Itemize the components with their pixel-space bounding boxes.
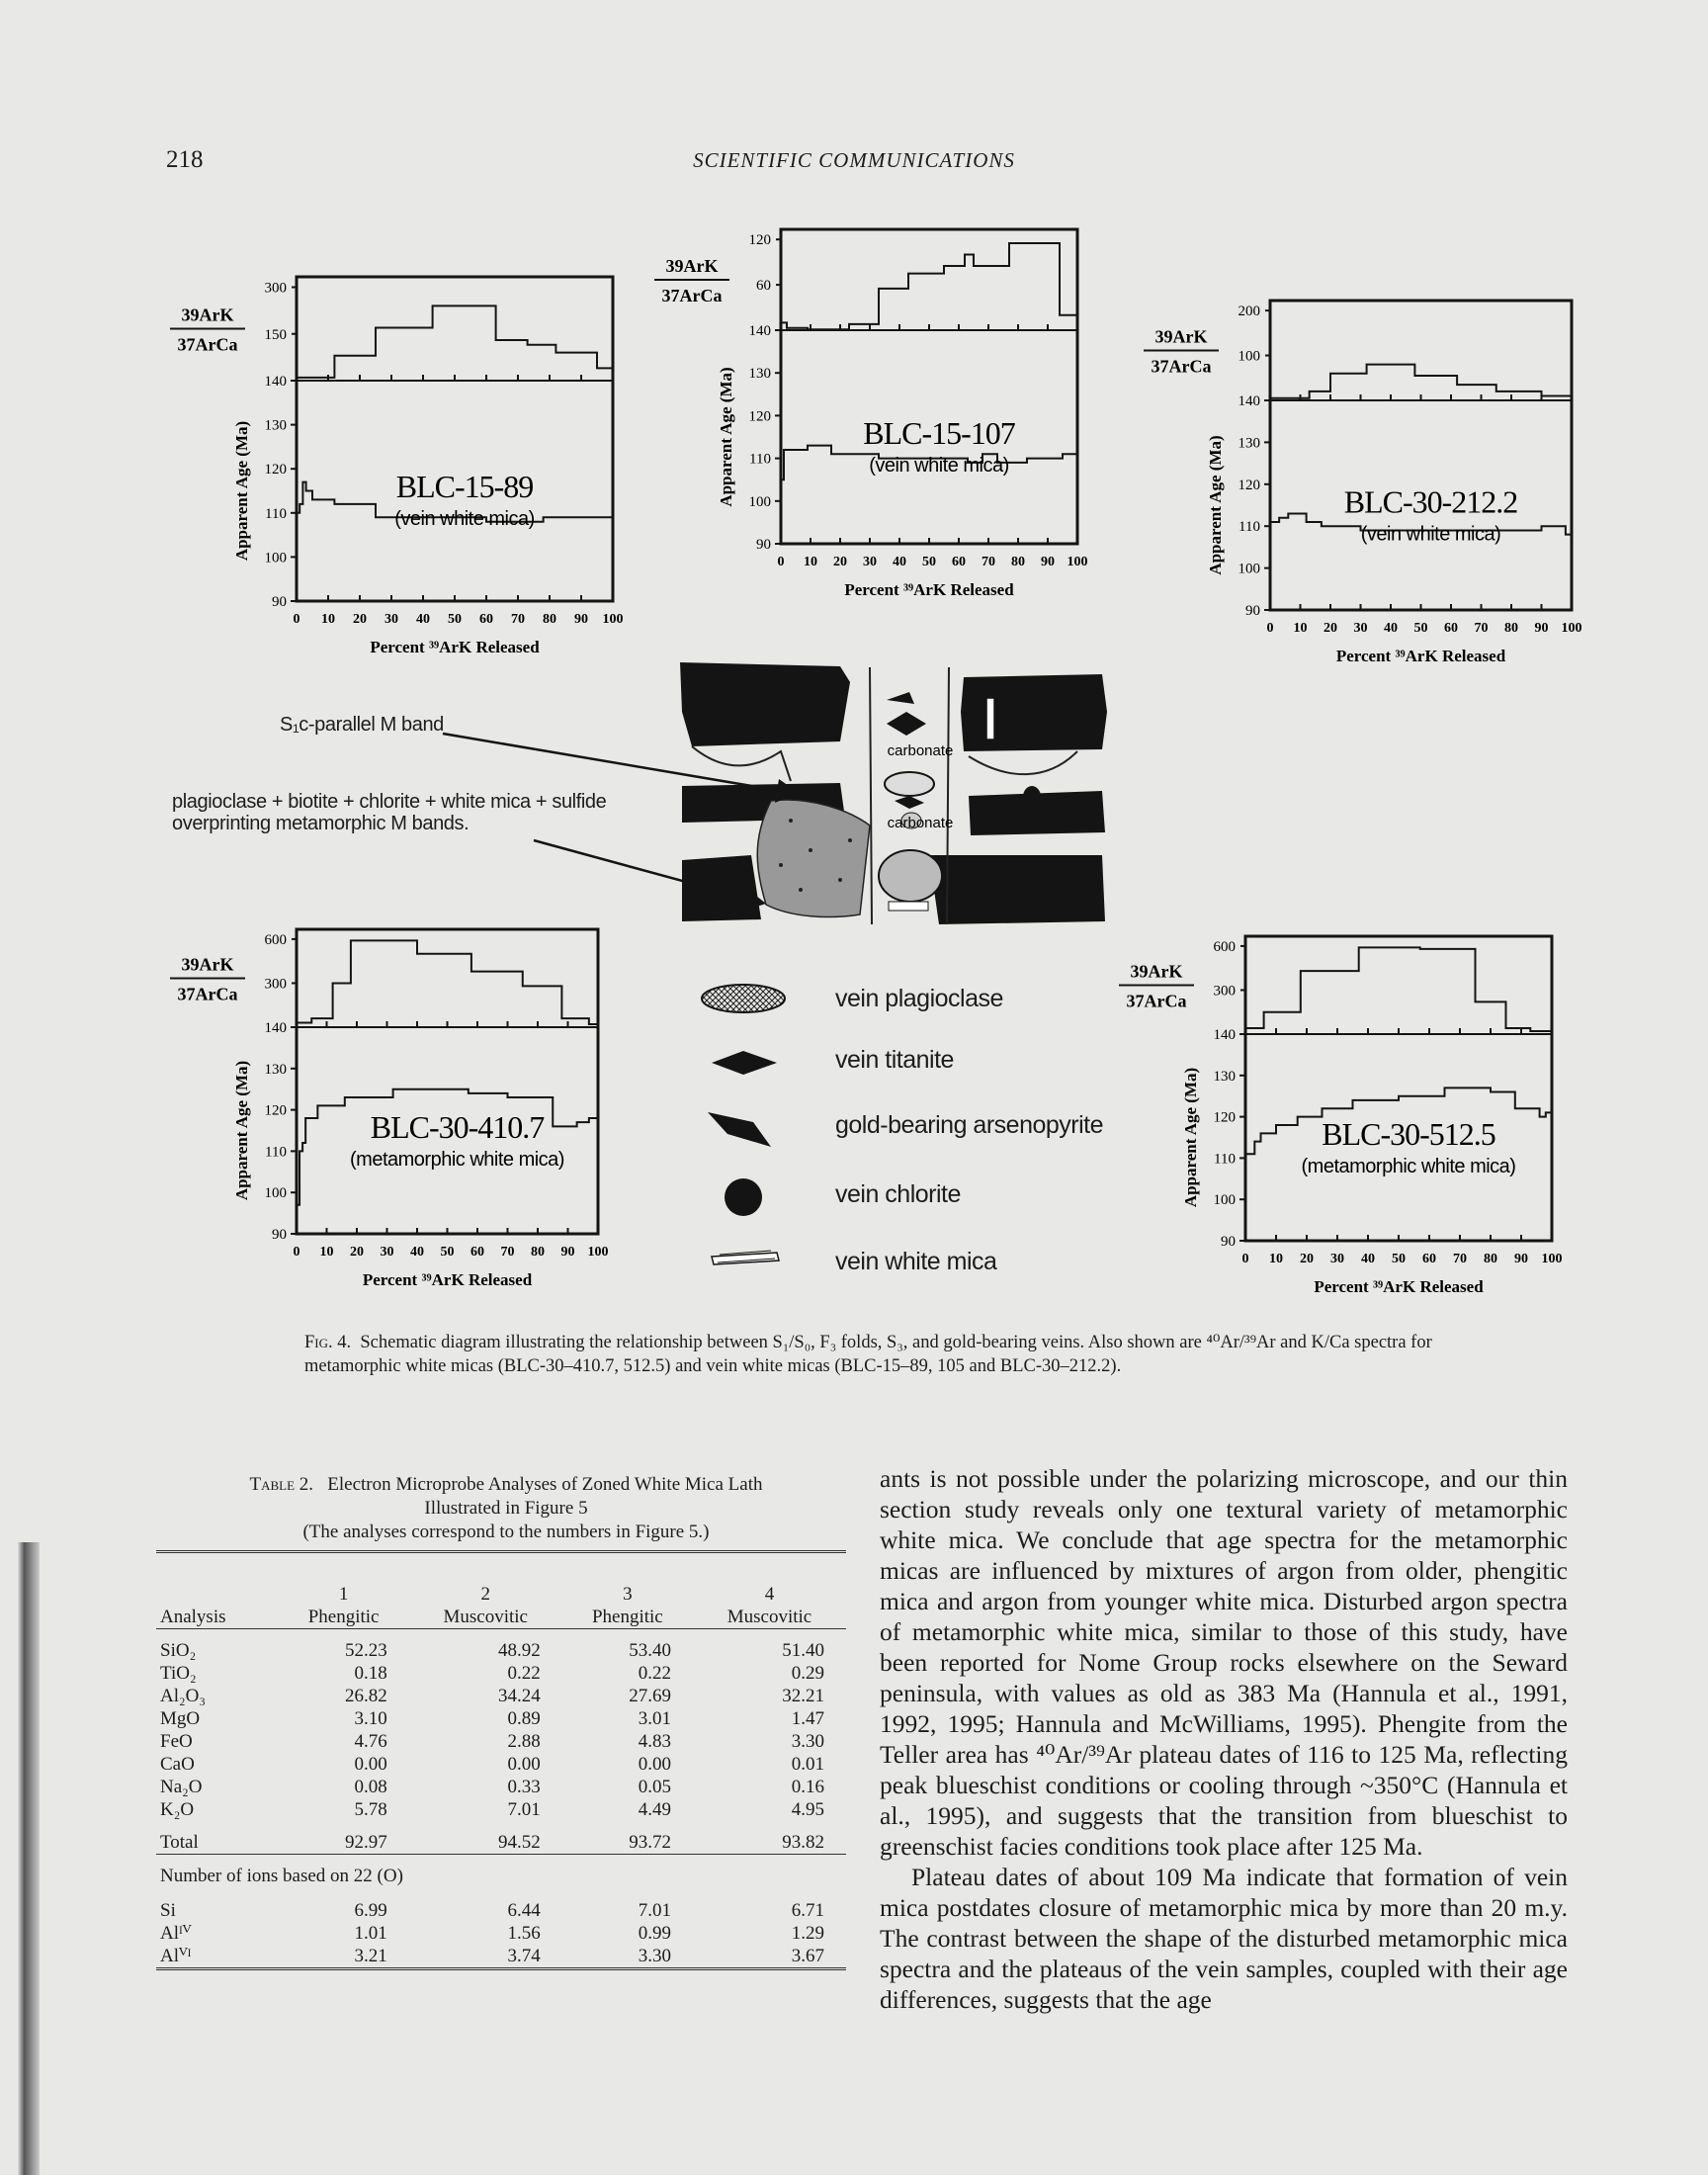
age-tick-label: 120 (748, 408, 771, 425)
table-cell: 52.23 (344, 1640, 387, 1661)
kca-spectrum-line (297, 305, 613, 377)
table-cell: 0.05 (638, 1777, 671, 1797)
x-tick-label: 100 (602, 612, 624, 627)
legend-label-vein-titanite: vein titanite (835, 1046, 954, 1074)
table-cell: 3.74 (507, 1946, 541, 1966)
spectrum-graph-blc-30-410-7 (158, 917, 618, 1303)
table-cell: 32.21 (782, 1686, 824, 1706)
age-tick-label: 130 (264, 1061, 287, 1078)
graph-svg (642, 218, 1097, 613)
x-tick-label: 20 (833, 555, 847, 569)
x-tick-label: 0 (293, 1245, 300, 1260)
plot-frame (297, 277, 613, 601)
kca-tick-label: 600 (1213, 938, 1236, 955)
x-tick-label: 40 (1384, 621, 1398, 636)
x-tick-label: 20 (1324, 621, 1337, 636)
table-cell: 34.24 (497, 1686, 541, 1706)
x-tick-label: 60 (479, 612, 493, 627)
plot-frame (781, 229, 1077, 544)
x-tick-label: 50 (440, 1245, 455, 1260)
age-tick-label: 90 (1245, 603, 1260, 619)
table-cell: 27.69 (629, 1686, 671, 1706)
table-cell: 1.47 (791, 1708, 824, 1729)
plot-frame (1245, 936, 1552, 1241)
spectrum-graph-blc-30-512-5 (1107, 924, 1572, 1310)
age-tick-label: 140 (264, 374, 287, 390)
table-cell: 3.30 (638, 1946, 671, 1966)
x-tick-label: 60 (470, 1245, 484, 1260)
table-cell: 0.00 (354, 1754, 387, 1775)
spectrum-graph-blc-15-107 (642, 218, 1097, 613)
graph-svg (1132, 289, 1591, 679)
x-tick-label: 90 (1534, 621, 1549, 636)
table-cell: 1.56 (507, 1923, 541, 1944)
table-cell: 93.82 (782, 1832, 824, 1853)
spectrum-graph-blc-30-212-2 (1132, 289, 1591, 679)
col-type: Phengitic (591, 1607, 663, 1627)
kca-tick-label: 60 (756, 278, 771, 295)
table-cell: 3.21 (354, 1946, 387, 1966)
x-tick-label: 70 (500, 1245, 515, 1260)
kca-tick-label: 150 (264, 326, 287, 343)
x-tick-label: 40 (416, 612, 430, 627)
kca-spectrum-line (1245, 947, 1552, 1031)
x-tick-label: 100 (1541, 1252, 1563, 1266)
kca-tick-label: 600 (264, 931, 287, 948)
x-tick-label: 40 (410, 1245, 424, 1260)
x-tick-label: 80 (1484, 1252, 1497, 1266)
page-number: 218 (166, 146, 204, 173)
x-axis-label: Percent ³⁹ArK Released (370, 638, 540, 656)
x-tick-label: 0 (1241, 1252, 1249, 1266)
graph-svg (158, 917, 618, 1303)
x-tick-label: 10 (321, 612, 335, 627)
x-tick-label: 70 (511, 612, 525, 627)
table-cell: 4.83 (638, 1731, 671, 1752)
callout-overprint-line1: plagioclase + biotite + chlorite + white mica + sulfide (172, 791, 607, 813)
figure-caption-label: Fig. 4. (304, 1333, 352, 1352)
figure-caption (304, 1331, 1441, 1378)
table-cell: 6.99 (354, 1900, 387, 1921)
age-tick-label: 110 (265, 1144, 287, 1161)
kca-label-numerator: 39ArK (1130, 961, 1183, 982)
kca-label-denominator: 37ArCa (177, 334, 238, 355)
kca-tick-label: 300 (1213, 983, 1236, 1000)
age-tick-label: 100 (264, 1185, 287, 1202)
x-tick-label: 30 (1330, 1252, 1344, 1266)
body-paragraph: ants is not possible under the polarizing microscope, and our thin section study reveals only one textural variety of metamorphic white mica. We conclude that age spectra for the metamorphic micas are influenced by mixtures of argon from older, phengitic mica and argon from younger white mica. Disturbed argon spectra of metamorphic white mica, similar to those of this study, have been reported for Nome Group rocks elsewhere on the Seward peninsula, with values as old as 383 Ma (Hannula et al., 1991, 1992, 1995; Hannula and McWilliams, 1995). Phengite from the Teller area has ⁴⁰Ar/³⁹Ar plateau dates of 116 to 125 Ma, reflecting peak blueschist conditions or cooling through ~350°C (Hannula et al., 1995), and suggests that the transition from blueschist to greenschist facies conditions took place after 125 Ma. (880, 1464, 1568, 1861)
x-tick-label: 0 (777, 555, 785, 569)
kca-tick-label: 300 (264, 976, 287, 993)
x-tick-label: 80 (1011, 555, 1025, 569)
age-tick-label: 110 (749, 451, 771, 468)
kca-label-denominator: 37ArCa (177, 984, 238, 1004)
age-axis-label: Apparent Age (Ma) (232, 420, 251, 562)
age-tick-label: 100 (1238, 561, 1260, 577)
col-number: 1 (338, 1584, 349, 1605)
col-header-analysis: Analysis (160, 1607, 226, 1627)
spectrum-graph-blc-15-89 (158, 265, 633, 670)
age-tick-label: 120 (264, 1102, 287, 1119)
table-cell: 0.18 (354, 1663, 387, 1684)
table-cell: 0.22 (507, 1663, 541, 1684)
table-cell: 5.78 (354, 1799, 387, 1820)
table-cell: 0.01 (791, 1754, 824, 1775)
age-tick-label: 90 (272, 1227, 287, 1243)
mineral-label: (metamorphic white mica) (1301, 1155, 1516, 1177)
oxide-name: TiO₂ (160, 1663, 197, 1684)
age-tick-label: 120 (264, 462, 287, 478)
age-tick-label: 140 (264, 1020, 287, 1036)
x-tick-label: 20 (353, 612, 367, 627)
age-tick-label: 140 (1213, 1027, 1236, 1043)
kca-label-denominator: 37ArCa (1126, 991, 1187, 1011)
col-number: 3 (623, 1584, 633, 1605)
table-cell: 6.71 (791, 1900, 824, 1921)
table-cell: 2.88 (507, 1731, 541, 1752)
x-axis-label: Percent ³⁹ArK Released (362, 1270, 533, 1289)
table-cell: 94.52 (497, 1832, 541, 1853)
table-cell: 0.22 (638, 1663, 671, 1684)
age-tick-label: 130 (1238, 435, 1260, 452)
age-tick-label: 130 (748, 366, 771, 383)
table-cell: 93.72 (629, 1832, 671, 1853)
x-tick-label: 80 (543, 612, 556, 627)
mineral-label: (metamorphic white mica) (350, 1148, 564, 1171)
table-cell: 4.49 (638, 1799, 671, 1820)
kca-tick-label: 300 (264, 280, 287, 297)
x-tick-label: 10 (1293, 621, 1308, 636)
legend-label-arsenopyrite: gold-bearing arsenopyrite (835, 1111, 1104, 1139)
table-cell: 48.92 (497, 1640, 541, 1661)
age-tick-label: 90 (272, 594, 287, 610)
kca-label-numerator: 39ArK (665, 256, 719, 276)
x-axis-label: Percent ³⁹ArK Released (1335, 647, 1506, 665)
x-tick-label: 60 (952, 555, 966, 569)
table-cell: 3.01 (638, 1708, 671, 1729)
col-number: 4 (764, 1584, 775, 1605)
x-tick-label: 90 (574, 612, 588, 627)
x-tick-label: 60 (1422, 1252, 1436, 1266)
kca-label-numerator: 39ArK (181, 304, 234, 325)
age-tick-label: 110 (265, 505, 287, 522)
table-cell: 1.01 (354, 1923, 387, 1944)
vein-white-mica-icon (712, 1251, 779, 1264)
col-type: Phengitic (307, 1607, 380, 1627)
x-tick-label: 50 (1392, 1252, 1406, 1266)
age-tick-label: 140 (748, 323, 771, 339)
arsenopyrite-icon (708, 1112, 771, 1147)
age-tick-label: 90 (1221, 1234, 1236, 1250)
x-tick-label: 70 (1453, 1252, 1467, 1266)
figure-caption-text: Schematic diagram illustrating the relationship between S₁/S₀, F₃ folds, S₃, and gold-bearing veins. Also shown are ⁴⁰Ar/³⁹Ar and K/Ca spectra for metamorphic white micas (BLC-30–410.7, 512.5) and vein white micas (BLC-15–89, 105 and BLC-30–212.2). (304, 1333, 1432, 1376)
x-tick-label: 90 (1041, 555, 1055, 569)
x-tick-label: 50 (922, 555, 936, 569)
table-cell: 0.08 (354, 1777, 387, 1797)
age-tick-label: 90 (756, 537, 771, 553)
scan-binding-edge (18, 1542, 40, 2175)
svg-text:carbonate: carbonate (887, 815, 954, 831)
table-cell: 0.00 (507, 1754, 541, 1775)
sample-label: BLC-15-89 (395, 469, 534, 505)
legend-label-vein-chlorite: vein chlorite (835, 1180, 961, 1208)
oxide-name: SiO₂ (160, 1640, 197, 1661)
x-tick-label: 100 (1561, 621, 1582, 636)
x-axis-label: Percent ³⁹ArK Released (844, 580, 1014, 599)
table-cell: 51.40 (782, 1640, 824, 1661)
vein-titanite-icon (712, 1051, 777, 1075)
table-cell: 0.00 (638, 1754, 671, 1775)
legend-label-vein-plagioclase: vein plagioclase (835, 985, 1003, 1012)
kca-tick-label: 200 (1238, 304, 1260, 320)
callout-overprint-line2: overprinting metamorphic M bands. (172, 813, 470, 834)
kca-spectrum-line (781, 243, 1077, 329)
table-cell: 6.44 (507, 1900, 541, 1921)
x-tick-label: 40 (893, 555, 906, 569)
x-axis-label: Percent ³⁹ArK Released (1314, 1277, 1484, 1296)
age-tick-label: 120 (1238, 477, 1260, 493)
running-head: SCIENTIFIC COMMUNICATIONS (693, 148, 1015, 172)
oxide-name: MgO (160, 1708, 201, 1729)
table-cell: 26.82 (344, 1686, 387, 1706)
table-cell: 7.01 (638, 1900, 671, 1921)
sample-label: BLC-30-212.2 (1343, 483, 1518, 520)
x-tick-label: 70 (1474, 621, 1489, 636)
age-tick-label: 100 (748, 493, 771, 510)
age-axis-label: Apparent Age (Ma) (717, 367, 735, 507)
kca-tick-label: 120 (748, 232, 771, 249)
vein-chlorite-icon (725, 1178, 762, 1216)
age-spectrum-line (297, 1089, 598, 1205)
x-tick-label: 50 (1413, 621, 1428, 636)
x-tick-label: 80 (531, 1245, 545, 1260)
x-tick-label: 30 (384, 612, 398, 627)
x-tick-label: 90 (1514, 1252, 1528, 1266)
table-cell: 0.16 (791, 1777, 824, 1797)
x-tick-label: 100 (587, 1245, 609, 1260)
ion-name: Alᴵⱽ (160, 1923, 192, 1944)
table-cell: 4.95 (791, 1799, 824, 1820)
legend-label-vein-white-mica: vein white mica (835, 1248, 997, 1275)
ion-name: Alⱽᴵ (160, 1946, 192, 1966)
vein-plagioclase-icon (702, 985, 785, 1012)
age-tick-label: 120 (1213, 1109, 1236, 1126)
x-tick-label: 10 (1269, 1252, 1283, 1266)
age-tick-label: 110 (1214, 1151, 1236, 1168)
x-tick-label: 100 (1067, 555, 1088, 569)
body-text-column (880, 1463, 1568, 2015)
sample-label: BLC-30-410.7 (370, 1108, 545, 1145)
x-tick-label: 10 (319, 1245, 334, 1260)
table-cell: 92.97 (344, 1832, 387, 1853)
total-label: Total (160, 1832, 199, 1853)
svg-text:carbonate: carbonate (887, 742, 954, 759)
age-tick-label: 110 (1238, 519, 1260, 536)
body-paragraph: Plateau dates of about 109 Ma indicate that formation of vein mica postdates closure of metamorphic mica by more than 20 m.y. The contrast between the shape of the disturbed metamorphic mica spectra and the plateaus of the vein samples, coupled with their age differences, suggests that the age (880, 1863, 1568, 2014)
kca-tick-label: 100 (1238, 348, 1260, 365)
mineral-label: (vein white mica) (1360, 523, 1501, 546)
age-tick-label: 130 (1213, 1068, 1236, 1085)
age-axis-label: Apparent Age (Ma) (1181, 1067, 1200, 1208)
plot-frame (297, 929, 598, 1234)
oxide-name: CaO (160, 1754, 195, 1775)
x-tick-label: 0 (293, 612, 300, 627)
oxide-name: Na₂O (160, 1777, 203, 1797)
ion-name: Si (160, 1900, 176, 1921)
graph-svg (1107, 924, 1572, 1310)
table-cell: 53.40 (629, 1640, 671, 1661)
age-tick-label: 140 (1238, 393, 1260, 409)
x-tick-label: 40 (1361, 1252, 1375, 1266)
x-tick-label: 30 (1353, 621, 1368, 636)
table-cell: 0.33 (507, 1777, 541, 1797)
table-cell: 0.89 (507, 1708, 541, 1729)
table-caption: Table 2. Electron Microprobe Analyses of Zoned White Mica Lath Illustrated in Figure 5 (The analyses correspond to the numbers in Figure 5.) (249, 1474, 763, 1542)
oxide-name: K₂O (160, 1799, 195, 1820)
sample-label: BLC-30-512.5 (1322, 1115, 1495, 1152)
mineral-label: (vein white mica) (394, 508, 535, 531)
x-tick-label: 20 (1300, 1252, 1314, 1266)
kca-spectrum-line (1270, 365, 1572, 398)
x-tick-label: 30 (863, 555, 877, 569)
table-cell: 0.29 (791, 1663, 824, 1684)
table-cell: 7.01 (507, 1799, 541, 1820)
kca-label-denominator: 37ArCa (661, 286, 723, 305)
col-number: 2 (480, 1584, 490, 1605)
plot-frame (1270, 301, 1572, 610)
table-cell: 3.67 (791, 1946, 824, 1966)
ions-heading: Number of ions based on 22 (O) (160, 1866, 403, 1886)
legend-symbols (692, 974, 801, 1270)
x-tick-label: 90 (560, 1245, 575, 1260)
kca-label-numerator: 39ArK (181, 954, 234, 975)
x-tick-label: 0 (1266, 621, 1274, 636)
kca-spectrum-line (297, 940, 598, 1024)
kca-label-denominator: 37ArCa (1151, 356, 1212, 377)
table-cell: 3.30 (791, 1731, 824, 1752)
oxide-name: FeO (160, 1731, 193, 1752)
col-type: Muscovitic (443, 1607, 528, 1627)
x-tick-label: 70 (982, 555, 995, 569)
kca-label-numerator: 39ArK (1154, 326, 1208, 347)
x-tick-label: 10 (804, 555, 817, 569)
age-axis-label: Apparent Age (Ma) (232, 1060, 251, 1201)
oxide-name: Al₂O₃ (160, 1686, 206, 1706)
x-tick-label: 50 (448, 612, 462, 627)
x-tick-label: 80 (1504, 621, 1518, 636)
graph-svg (158, 265, 633, 670)
sample-label: BLC-15-107 (863, 415, 1015, 452)
age-tick-label: 130 (264, 417, 287, 434)
col-type: Muscovitic (726, 1607, 812, 1627)
x-tick-label: 30 (380, 1245, 394, 1260)
mineral-label: (vein white mica) (869, 455, 1009, 478)
table-cell: 3.10 (354, 1708, 387, 1729)
age-tick-label: 100 (1213, 1192, 1236, 1209)
age-axis-label: Apparent Age (Ma) (1206, 435, 1225, 575)
microprobe-table (156, 1550, 846, 1976)
callout-s1c-band: S₁c-parallel M band (280, 714, 444, 736)
x-tick-label: 20 (350, 1245, 364, 1260)
x-tick-label: 60 (1444, 621, 1458, 636)
table-cell: 1.29 (791, 1923, 824, 1944)
table-cell: 0.99 (638, 1923, 671, 1944)
age-tick-label: 100 (264, 550, 287, 566)
table-cell: 4.76 (354, 1731, 387, 1752)
